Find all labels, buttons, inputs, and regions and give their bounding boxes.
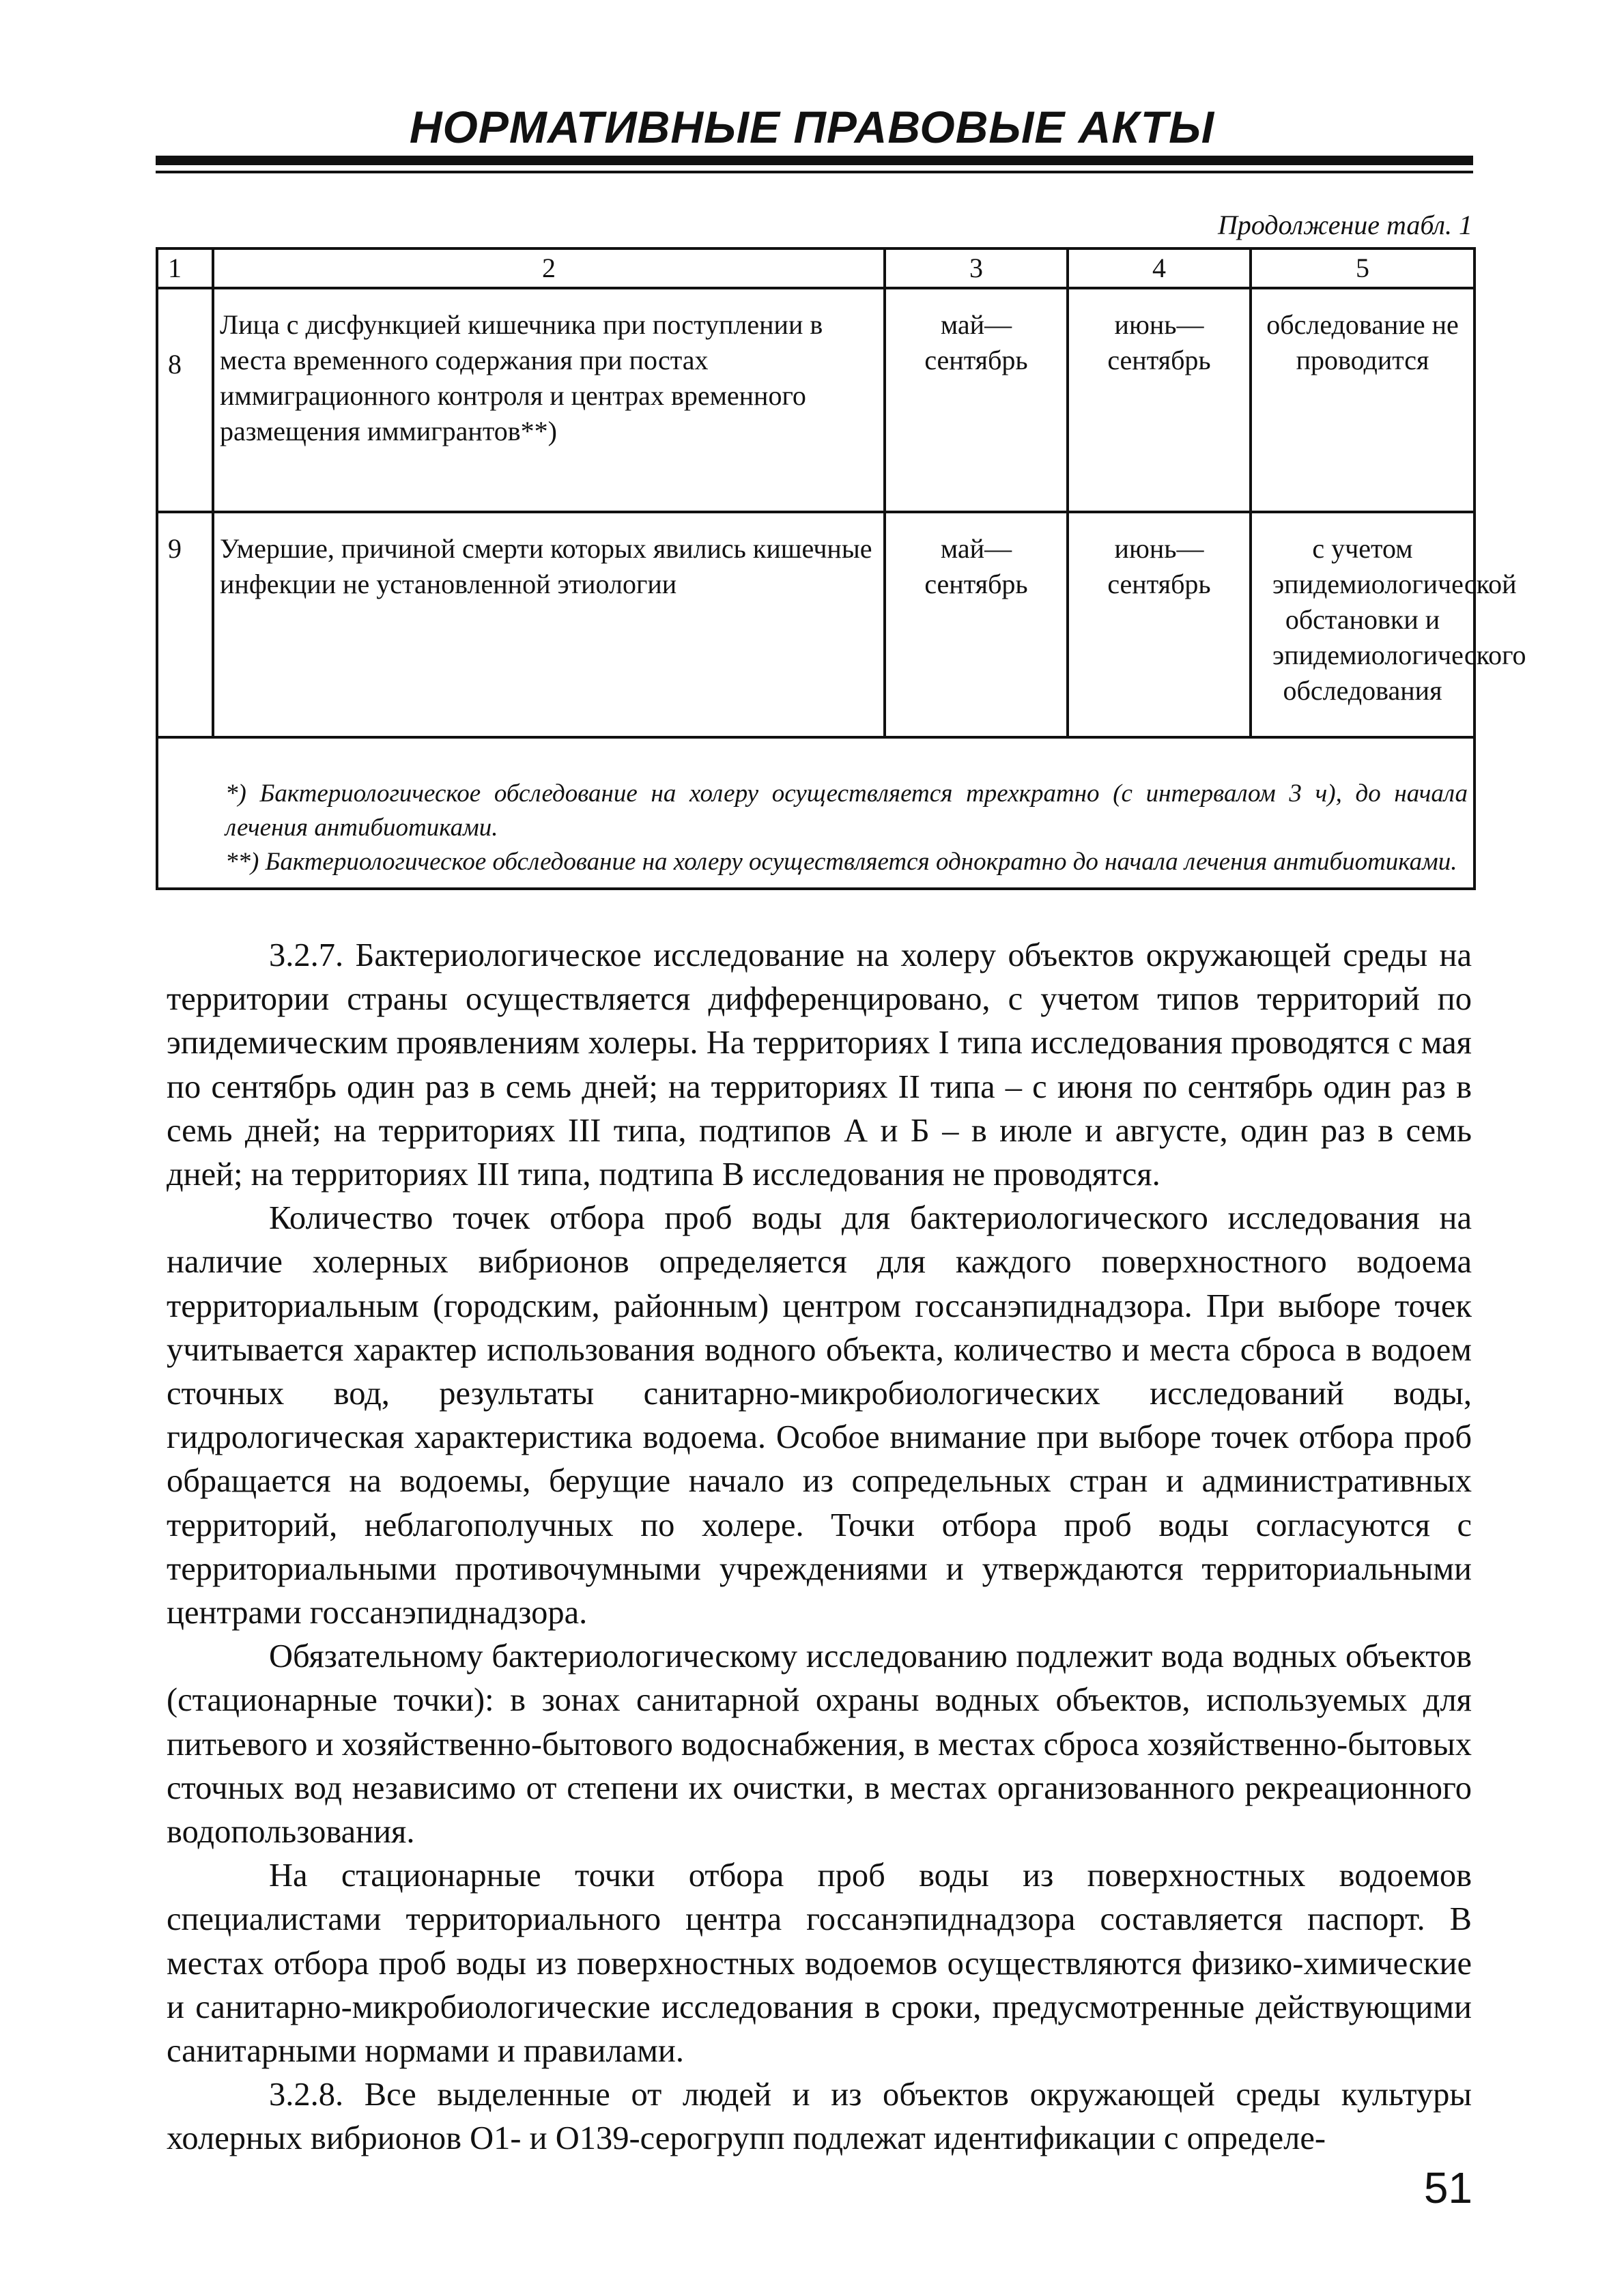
column-header: 1 xyxy=(157,248,213,288)
header-rule-thin xyxy=(156,171,1473,173)
page-number: 51 xyxy=(1423,2163,1472,2212)
footnotes-row xyxy=(157,737,1475,889)
body-text xyxy=(167,934,1472,2161)
row-description: Умершие, причиной смерти которых явились кишечные инфекции не установленной этиологии xyxy=(213,512,885,737)
row-note-col5: обследование не проводится xyxy=(1251,288,1475,512)
paragraph: Обязательному бактериологическому исследованию подлежит вода водных объектов (стационарные точки): в зонах санитарной охраны водных объектов, используемых для питьевого и хозяйственно-бытового водоснабжения, в местах сброса хозяйственно-бытовых сточных вод независимо от степени их очистки, в местах организованного рекреационного водопользования. xyxy=(167,1638,1472,1851)
table-row xyxy=(157,288,1475,512)
row-period-col3: май— сентябрь xyxy=(885,288,1068,512)
paragraph: 3.2.7. Бактериологическое исследование на холеру объектов окружающей среды на территории страны осуществляется дифференцировано, с учетом типов территорий по эпидемическим проявлениям холеры. На территориях I типа исследования проводятся с мая по сентябрь один раз в семь дней; на территориях II типа – с июня по сентябрь один раз в семь дней; на территориях III типа, подтипов А и Б – в июле и августе, один раз в семь дней; на территориях III типа, подтипа В исследования не проводятся. xyxy=(167,937,1472,1193)
table-continuation-note: Продолжение табл. 1 xyxy=(1217,210,1472,240)
row-period-col4: июнь— сентябрь xyxy=(1068,512,1251,737)
footnote: **) Бактериологическое обследование на холеру осуществляется однократно до начала лечения антибиотиками. xyxy=(225,848,1457,876)
column-header: 5 xyxy=(1251,248,1475,288)
table-row xyxy=(157,512,1475,737)
row-number: 9 xyxy=(157,512,213,737)
row-period-col3: май— сентябрь xyxy=(885,512,1068,737)
paragraph: 3.2.8. Все выделенные от людей и из объектов окружающей среды культуры холерных вибрионов О1- и О139-серогрупп подлежат идентификации с определе- xyxy=(167,2077,1472,2157)
header-rule-thick xyxy=(156,156,1473,165)
data-table xyxy=(156,247,1526,890)
column-header: 3 xyxy=(885,248,1068,288)
row-description: Лица с дисфункцией кишечника при поступлении в места временного содержания при постах иммиграционного контроля и центрах временного размещения иммигрантов**) xyxy=(213,288,885,512)
column-header: 4 xyxy=(1068,248,1251,288)
row-number: 8 xyxy=(157,288,213,512)
paragraph: Количество точек отбора проб воды для бактериологического исследования на наличие холерных вибрионов определяется для каждого поверхностного водоема территориальным (городским, районным) центром госсанэпиднадзора. При выборе точек учитывается характер использования водного объекта, количество и места сброса в водоем сточных вод, результаты санитарно-микробиологических исследований воды, гидрологическая характеристика водоема. Особое внимание при выборе точек отбора проб обращается на водоемы, берущие начало из сопредельных стран и административных территорий, неблагополучных по холере. Точки отбора проб воды согласуются с территориальными противочумными учреждениями и утверждаются территориальными центрами госсанэпиднадзора. xyxy=(167,1200,1472,1631)
paragraph: На стационарные точки отбора проб воды из поверхностных водоемов специалистами территориального центра госсанэпиднадзора составляется паспорт. В местах отбора проб воды из поверхностных водоемов осуществляются физико-химические и санитарно-микробиологические исследования в сроки, предусмотренные действующими санитарными нормами и правилами. xyxy=(167,1857,1472,2070)
page-header-title: НОРМАТИВНЫЕ ПРАВОВЫЕ АКТЫ xyxy=(409,102,1215,152)
footnotes-cell xyxy=(157,737,1475,889)
row-period-col4: июнь— сентябрь xyxy=(1068,288,1251,512)
column-header: 2 xyxy=(213,248,885,288)
row-note-col5: с учетом эпидемиологической обстановки и эпидемиологического обследования xyxy=(1251,512,1475,737)
footnote: *) Бактериологическое обследование на холеру осуществляется трехкратно (с интервалом 3 ч), до начала лечения антибиотиками. xyxy=(225,780,1468,842)
table-header-row xyxy=(157,248,1475,288)
